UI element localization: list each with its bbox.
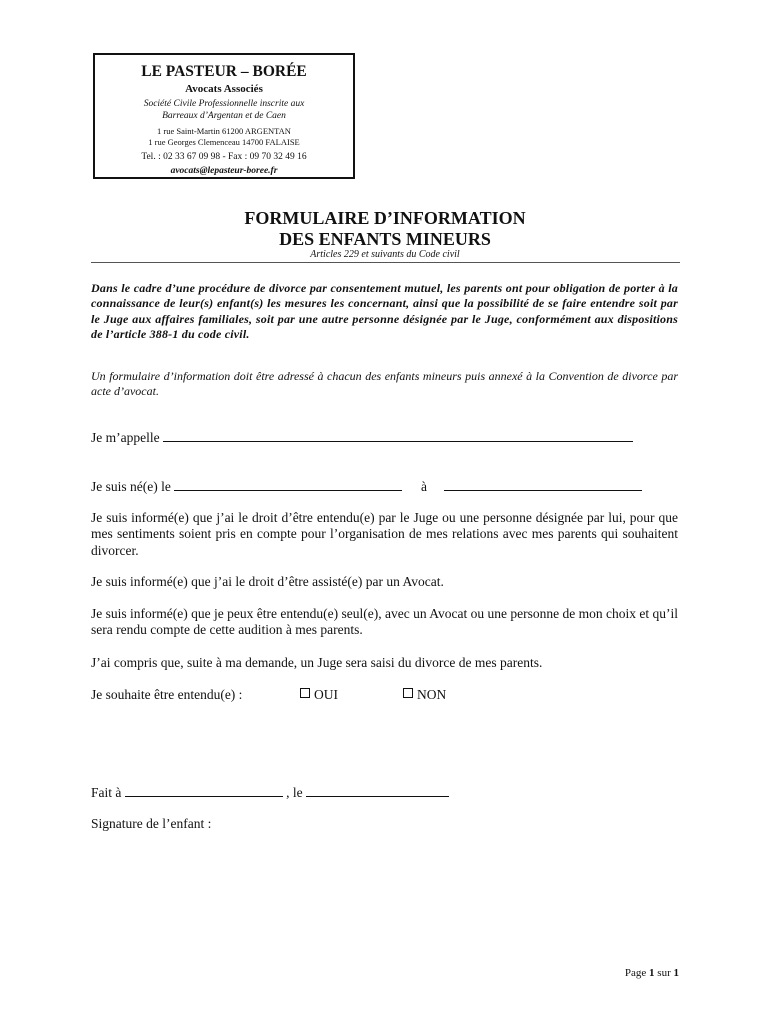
- birth-date-blank[interactable]: [174, 478, 402, 491]
- name-blank[interactable]: [163, 429, 633, 442]
- done-at-row: [91, 784, 449, 801]
- wish-yes-option[interactable]: [300, 687, 338, 703]
- statement-lawyer-right: Je suis informé(e) que j’ai le droit d’être assisté(e) par un Avocat.: [91, 574, 444, 589]
- page-total: 1: [673, 967, 679, 979]
- form-legal-reference: Articles 229 et suivants du Code civil: [310, 249, 460, 260]
- form-title-line1: FORMULAIRE D’INFORMATION: [244, 208, 526, 228]
- letterhead-box: [93, 53, 355, 179]
- birth-place-label: à: [420, 479, 427, 494]
- firm-address-argentan: 1 rue Saint-Martin 61200 ARGENTAN: [157, 126, 291, 136]
- statement-accompanied-hearing: Je suis informé(e) que je peux être entendu(e) seul(e), avec un Avocat ou une personne de mon choix et qu’il sera rendu compte de cette audition à mes parents.: [91, 606, 678, 638]
- wish-label: Je souhaite être entendu(e) :: [91, 687, 243, 702]
- intro-paragraph: Dans le cadre d’une procédure de divorce par consentement mutuel, les parents ont pour obligation de porter à la connaissance de leur(s) enfant(s) les mesures les concernant, ainsi que la possibilité de se faire entendre soit par le Juge aux affaires familiales, soit par une autre personne désignée par le Juge, conformément aux dispositions de l’article 388-1 du code civil.: [91, 281, 678, 341]
- birth-date-label: Je suis né(e) le: [91, 479, 171, 494]
- done-at-blank[interactable]: [125, 784, 283, 797]
- signature-label: Signature de l’enfant :: [91, 816, 212, 831]
- birth-place-blank[interactable]: [444, 478, 642, 491]
- birth-field-row: [91, 478, 642, 495]
- yes-label: OUI: [314, 687, 338, 702]
- statement-hearing-right: Je suis informé(e) que j’ai le droit d’être entendu(e) par le Juge ou une personne désignée par lui, pour que mes sentiments soient pris en compte pour l’organisation de mes relations avec mes parents qui souhaitent divorcer.: [91, 510, 678, 558]
- statement-judge-seized: J’ai compris que, suite à ma demande, un Juge sera saisi du divorce de mes parents.: [91, 655, 543, 670]
- name-label: Je m’appelle: [91, 430, 160, 445]
- firm-phone-fax: Tel. : 02 33 67 09 98 - Fax : 09 70 32 49 16: [141, 152, 307, 162]
- title-divider: [91, 262, 680, 263]
- no-checkbox[interactable]: [403, 688, 413, 698]
- wish-no-option[interactable]: [403, 687, 446, 703]
- wish-row: [91, 687, 242, 703]
- done-at-label: Fait à: [91, 785, 122, 800]
- firm-description-line1: Société Civile Professionnelle inscrite aux: [143, 99, 305, 109]
- note-paragraph: Un formulaire d’information doit être adressé à chacun des enfants mineurs puis annexé à la Convention de divorce par acte d’avocat.: [91, 369, 678, 399]
- date-blank[interactable]: [306, 784, 449, 797]
- no-label: NON: [417, 687, 447, 702]
- page-number: [625, 967, 679, 979]
- page-current: 1: [649, 967, 655, 979]
- form-title-line2: DES ENFANTS MINEURS: [279, 229, 491, 249]
- name-field-row: [91, 429, 633, 446]
- firm-name: LE PASTEUR – BORÉE: [141, 63, 307, 80]
- page-separator: sur: [657, 967, 671, 979]
- firm-email: avocats@lepasteur-boree.fr: [170, 166, 278, 176]
- firm-subtitle: Avocats Associés: [185, 83, 263, 95]
- firm-description-line2: Barreaux d’Argentan et de Caen: [162, 111, 286, 121]
- date-label: , le: [286, 785, 303, 800]
- page-label: Page: [624, 967, 647, 979]
- yes-checkbox[interactable]: [300, 688, 310, 698]
- firm-address-falaise: 1 rue Georges Clemenceau 14700 FALAISE: [148, 137, 300, 147]
